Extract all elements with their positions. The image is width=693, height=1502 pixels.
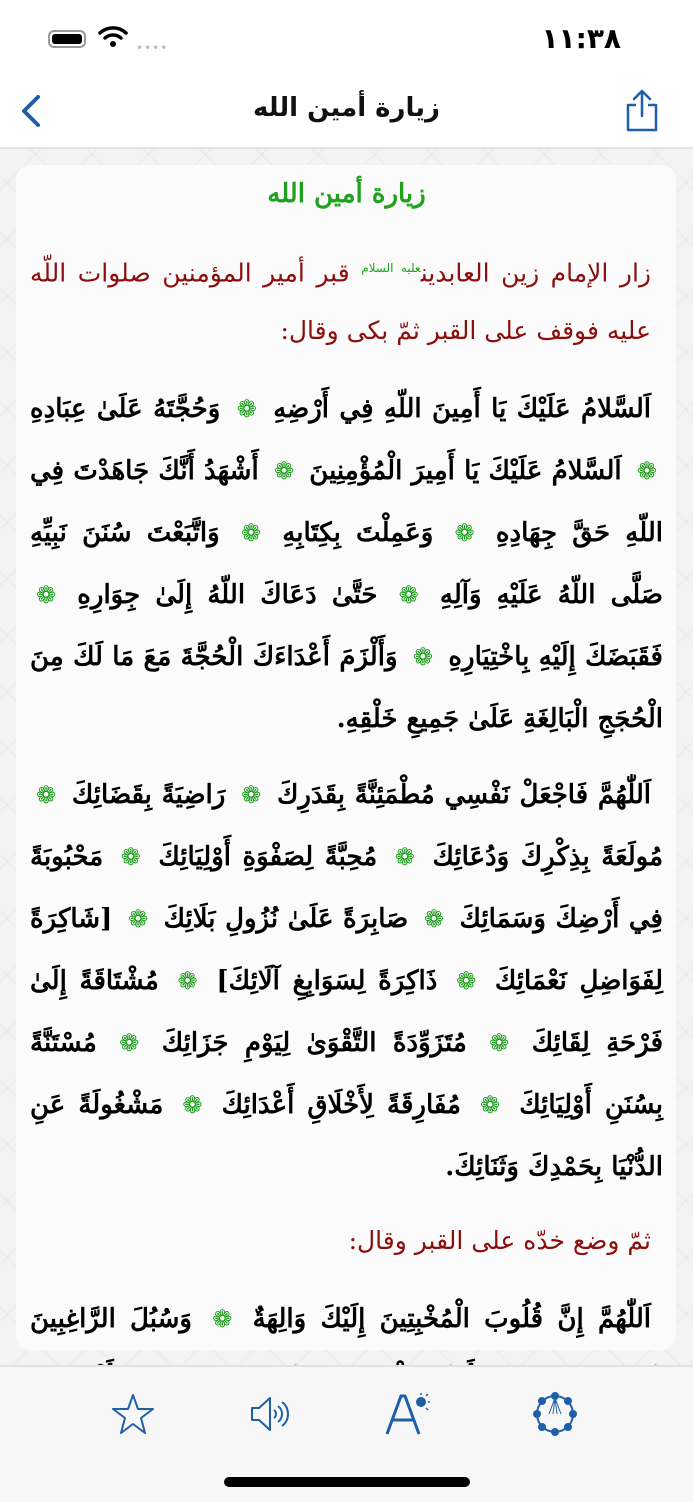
rosette-separator-icon: ❁ [456, 967, 477, 996]
dua-phrase: مُتَزَوِّدَةً التَّقْوَىٰ لِيَوْمِ جَزَائِكَ [161, 1028, 467, 1059]
dua-phrase: وَاتَّبَعْتَ سُنَنَ نَبِيِّهِ صَلَّى اللّهُ عَلَيْهِ وَآلِهِ [30, 518, 663, 611]
dua-phrase: مُشْتَاقَةً إِلَىٰ فَرْحَةِ لِقَائِكَ [30, 966, 664, 1059]
section-heading: زيارة أمين الله [267, 179, 426, 209]
dua-phrase: وَعَمِلْتَ بِكِتَابِهِ [282, 518, 434, 549]
wifi-icon [98, 24, 128, 48]
dua-phrase: ذَاكِرَةً لِسَوَابِغِ آلَائِكَ] [216, 966, 438, 997]
rosette-separator-icon: ❁ [127, 905, 149, 934]
dua-phrase: مَشْغُولَةً عَنِ الدُّنْيَا بِحَمْدِكَ وَثَنَائِكَ. [30, 1090, 663, 1183]
intro-note: ثمّ وضع خدّه على القبر وقال: [348, 1226, 651, 1256]
intro-text: زار الإمام زين العابدين [420, 258, 652, 288]
rosette-separator-icon: ❁ [36, 581, 57, 610]
share-button[interactable] [625, 89, 659, 133]
honorific-glyph: عليه السلام [361, 261, 421, 275]
rosette-separator-icon: ❁ [489, 1029, 510, 1058]
status-bar [0, 0, 693, 75]
rosette-separator-icon: ❁ [480, 1091, 501, 1120]
dua-phrase: رَاضِيَةً بِقَضَائِكَ [71, 780, 226, 811]
dua-phrase: مُولَعَةً بِذِكْرِكَ وَدُعَائِكَ [432, 842, 664, 873]
dua-paragraph [30, 764, 663, 1198]
tasbih-icon [531, 1390, 579, 1438]
page-title: زيارة أمين الله [253, 93, 440, 123]
dua-phrase: مَحْبُوبَةً فِي أَرْضِكَ وَسَمَائِكَ [30, 842, 663, 935]
audio-button[interactable] [245, 1389, 295, 1439]
dua-phrase: وَأَلْزَمَ أَعْدَاءَكَ الْحُجَّةَ مَعَ مَا لَكَ مِنَ الْحُجَجِ الْبَالِغَةِ عَلَىٰ جَمِيعِ خَلْقِهِ. [30, 642, 663, 735]
ziyarat-text [30, 179, 663, 1426]
rosette-separator-icon: ❁ [636, 457, 657, 486]
rosette-separator-icon: ❁ [423, 905, 444, 934]
speaker-icon [248, 1392, 292, 1436]
intro-text: قبر أمير المؤمنين صلوات اللّه عليه فوقف على القبر ثمّ بكى وقال: [30, 258, 651, 346]
clock: ١١:٣٨ [541, 22, 621, 55]
favorite-button[interactable] [108, 1389, 158, 1439]
rosette-separator-icon: ❁ [454, 519, 475, 548]
dua-phrase: صَابِرَةً عَلَىٰ نُزُولِ بَلَائِكَ [163, 904, 409, 935]
rosette-separator-icon: ❁ [120, 843, 141, 872]
tasbih-button[interactable] [530, 1389, 580, 1439]
dua-phrase: أَشْهَدُ أَنَّكَ جَاهَدْتَ فِي اللّهِ حَقَّ جِهَادِهِ [30, 456, 663, 549]
dua-phrase: [شَاكِرَةً لِفَوَاضِلِ نَعْمَائِكَ [30, 904, 664, 997]
intro-note [30, 239, 663, 360]
rosette-separator-icon: ❁ [36, 781, 57, 810]
dua-phrase: مُحِبَّةً لِصَفْوَةِ أَوْلِيَائِكَ [158, 842, 378, 873]
rosette-separator-icon: ❁ [412, 643, 433, 672]
dua-phrase: وَسُبُلَ الرَّاغِبِينَ [30, 1304, 192, 1335]
rosette-separator-icon: ❁ [177, 967, 198, 996]
font-theme-icon [383, 1390, 431, 1438]
dua-phrase: فَقَبَضَكَ إِلَيْهِ بِاخْتِيَارِهِ [448, 642, 663, 673]
navigation-bar [0, 75, 693, 149]
dua-phrase: اَللّٰهُمَّ فَاجْعَلْ نَفْسِي مُطْمَئِنَّةً بِقَدَرِكَ [276, 780, 651, 811]
dua-phrase: مُسْتَنَّةً بِسُنَنِ أَوْلِيَائِكَ [30, 1028, 663, 1121]
dua-paragraph [30, 378, 663, 750]
rosette-separator-icon: ❁ [273, 457, 295, 486]
font-theme-button[interactable] [382, 1389, 432, 1439]
rosette-separator-icon: ❁ [119, 1029, 140, 1058]
star-icon [111, 1392, 155, 1436]
signal-indicator: •••• [136, 41, 169, 55]
battery-icon [48, 30, 86, 48]
rosette-separator-icon: ❁ [182, 1091, 203, 1120]
rosette-separator-icon: ❁ [398, 581, 419, 610]
reading-area[interactable] [0, 149, 693, 1365]
dua-phrase: وَحُجَّتَهُ عَلَىٰ عِبَادِهِ [30, 394, 221, 425]
rosette-separator-icon: ❁ [212, 1305, 233, 1334]
dua-phrase: حَتَّىٰ دَعَاكَ اللّهُ إِلَىٰ جِوَارِهِ [77, 580, 378, 611]
dua-phrase: اَلسَّلامُ عَلَيْكَ يَا أَمِينَ اللّهِ فِي أَرْضِهِ [273, 394, 651, 425]
dua-phrase: مُفَارِقَةً لِأَخْلَاقِ أَعْدَائِكَ [221, 1090, 461, 1121]
rosette-separator-icon: ❁ [236, 395, 257, 424]
rosette-separator-icon: ❁ [240, 519, 262, 548]
rosette-separator-icon: ❁ [241, 781, 262, 810]
rosette-separator-icon: ❁ [394, 843, 415, 872]
dua-phrase: اَللّٰهُمَّ إِنَّ قُلُوبَ الْمُخْبِتِينَ إِلَيْكَ وَالِهَةٌ [252, 1304, 651, 1335]
home-indicator[interactable] [224, 1477, 470, 1487]
dua-phrase: اَلسَّلامُ عَلَيْكَ يَا أَمِيرَ الْمُؤْمِنِينَ [309, 456, 622, 487]
